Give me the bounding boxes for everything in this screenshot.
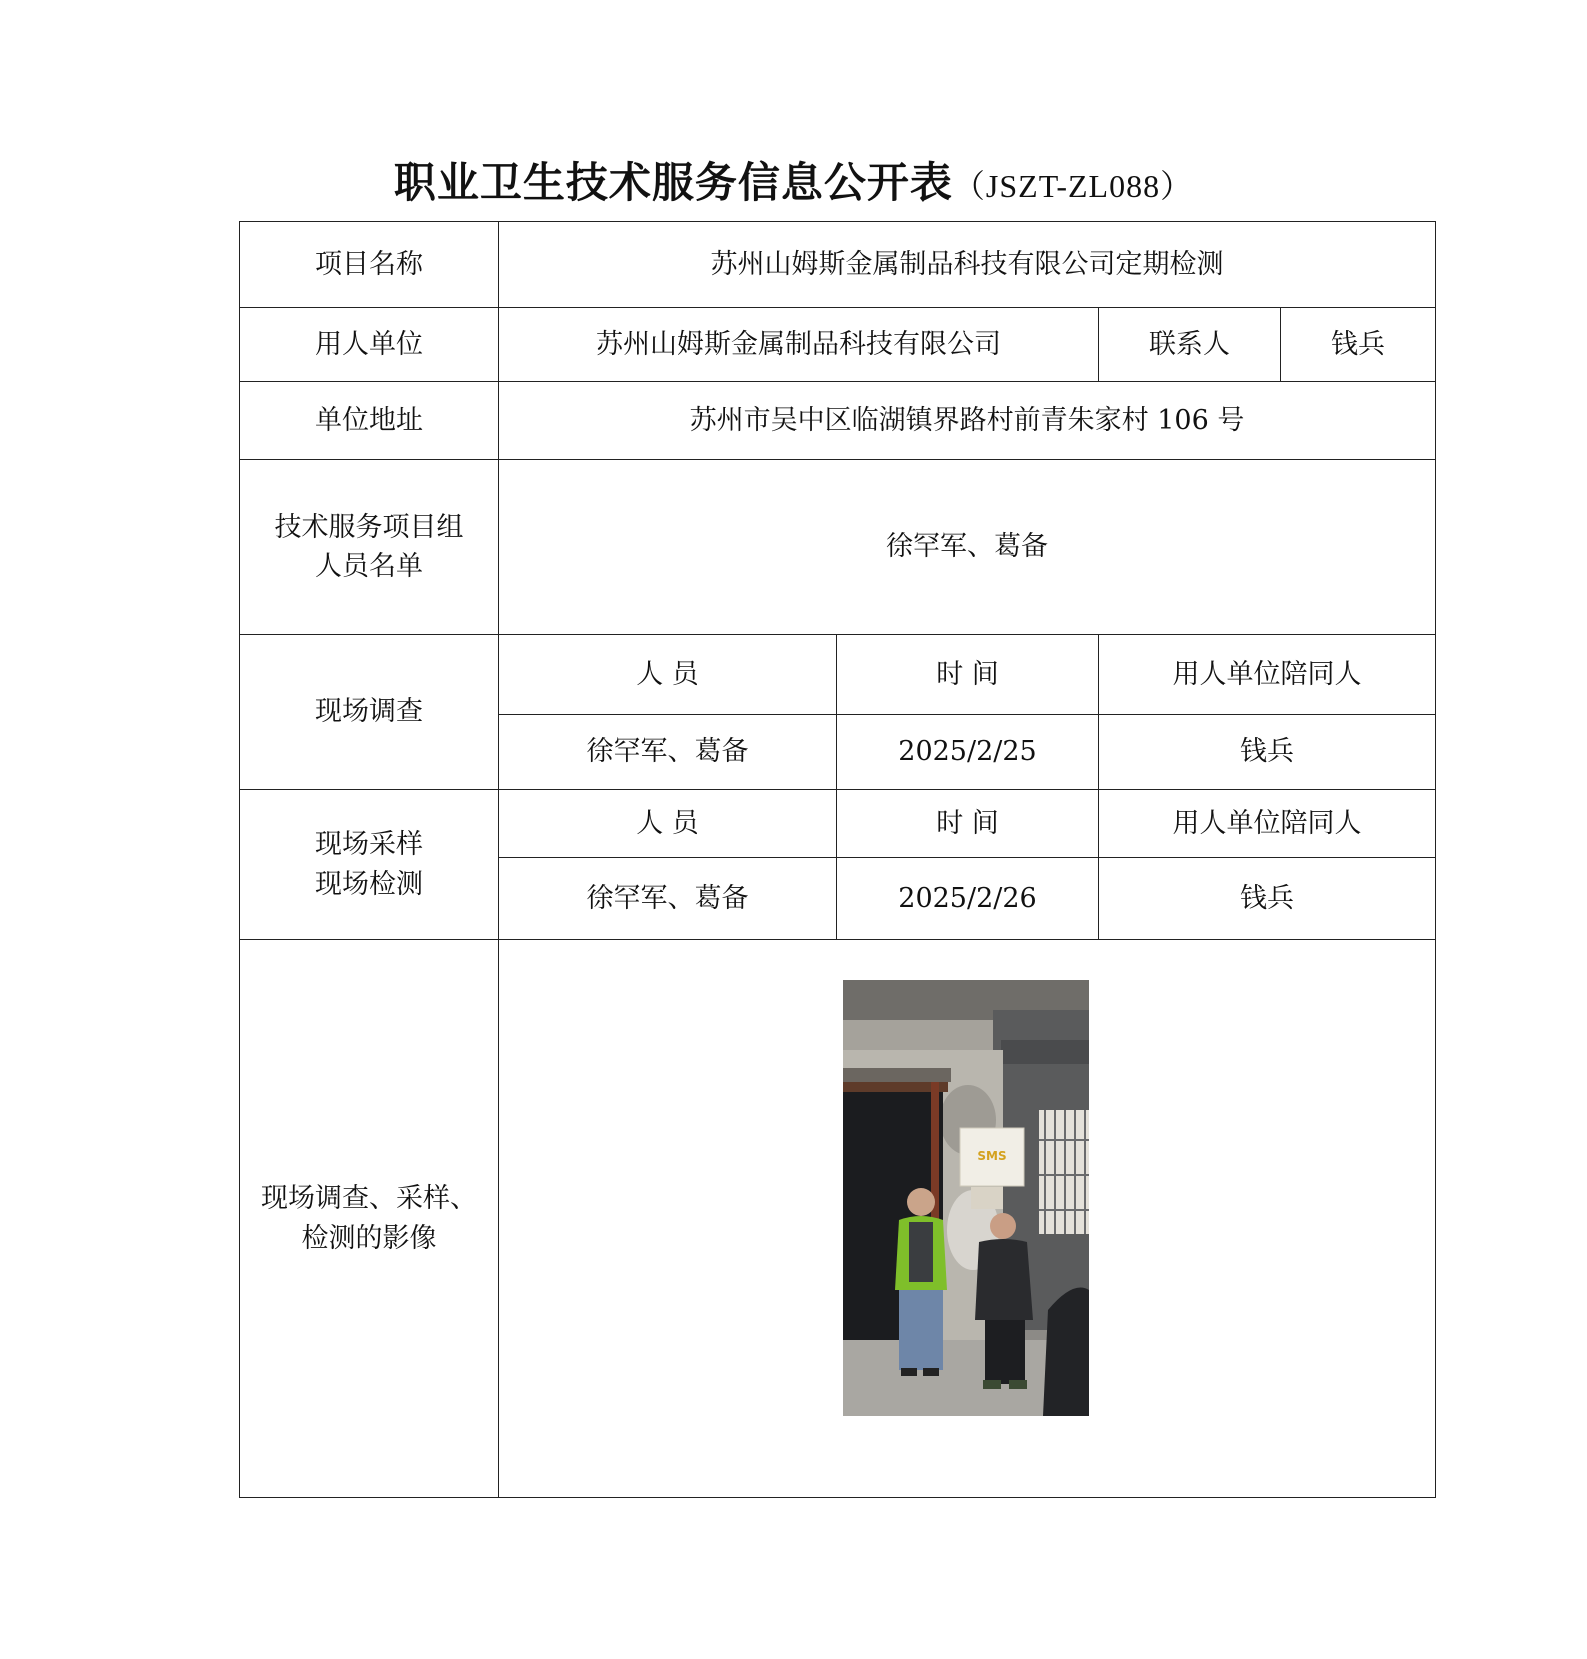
sampling-col-personnel: 人 员 xyxy=(499,790,837,858)
sampling-time: 2025/2/26 xyxy=(837,858,1099,940)
site-photo-illustration xyxy=(843,980,1089,1416)
row-sampling-header xyxy=(240,790,1436,858)
team-label-line2: 人员名单 xyxy=(315,551,423,582)
page-title xyxy=(0,150,1587,210)
info-table xyxy=(239,221,1436,1498)
team-label-line1: 技术服务项目组 xyxy=(274,511,464,543)
contact-label: 联系人 xyxy=(1099,308,1281,382)
survey-time: 2025/2/25 xyxy=(837,715,1099,790)
row-images xyxy=(240,940,1436,1498)
row-employer xyxy=(240,308,1436,382)
project-value: 苏州山姆斯金属制品科技有限公司定期检测 xyxy=(499,222,1436,308)
sampling-personnel: 徐罕军、葛备 xyxy=(499,858,837,940)
project-label: 项目名称 xyxy=(240,222,499,308)
row-address xyxy=(240,382,1436,460)
sampling-label xyxy=(240,790,499,940)
employer-label: 用人单位 xyxy=(240,308,499,382)
survey-col-escort: 用人单位陪同人 xyxy=(1099,635,1436,715)
sampling-col-escort: 用人单位陪同人 xyxy=(1099,790,1436,858)
title-main: 职业卫生技术服务信息公开表 xyxy=(393,158,953,207)
address-value: 苏州市吴中区临湖镇界路村前青朱家村 106 号 xyxy=(499,382,1436,460)
survey-personnel: 徐罕军、葛备 xyxy=(499,715,837,790)
sampling-col-time: 时 间 xyxy=(837,790,1099,858)
row-project xyxy=(240,222,1436,308)
survey-escort: 钱兵 xyxy=(1099,715,1436,790)
sign-logo-text: SMS xyxy=(977,1149,1007,1163)
employer-value: 苏州山姆斯金属制品科技有限公司 xyxy=(499,308,1099,382)
sampling-label-line2: 现场检测 xyxy=(315,868,423,900)
images-cell xyxy=(499,940,1436,1498)
title-code: （JSZT-ZL088） xyxy=(952,168,1194,204)
row-survey-header xyxy=(240,635,1436,715)
survey-col-personnel: 人 员 xyxy=(499,635,837,715)
images-label-line2: 检测的影像 xyxy=(301,1222,437,1254)
sampling-label-line1: 现场采样 xyxy=(315,829,423,861)
survey-label: 现场调查 xyxy=(240,635,499,790)
team-value: 徐罕军、葛备 xyxy=(499,460,1436,635)
row-team xyxy=(240,460,1436,635)
address-label: 单位地址 xyxy=(240,382,499,460)
images-label-line1: 现场调查、采样、 xyxy=(261,1183,477,1215)
contact-value: 钱兵 xyxy=(1281,308,1436,382)
survey-col-time: 时 间 xyxy=(837,635,1099,715)
images-label xyxy=(240,940,499,1498)
team-label xyxy=(240,460,499,635)
sampling-escort: 钱兵 xyxy=(1099,858,1436,940)
site-photo xyxy=(843,980,1089,1416)
